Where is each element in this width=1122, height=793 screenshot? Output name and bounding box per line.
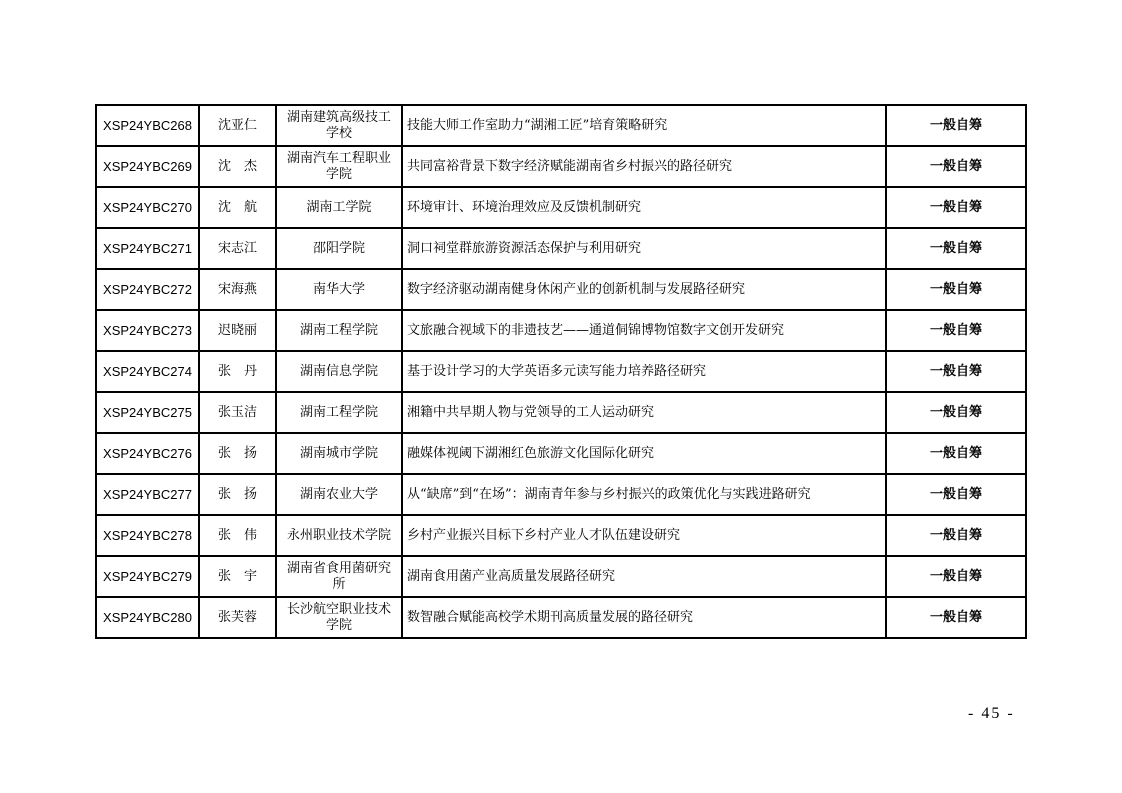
project-title-cell: 洞口祠堂群旅游资源活态保护与利用研究	[402, 228, 886, 269]
applicant-name-cell: 张 扬	[199, 474, 276, 515]
institution-cell: 永州职业技术学院	[276, 515, 402, 556]
project-category-cell: 一般自筹	[886, 474, 1026, 515]
applicant-name-cell: 张 伟	[199, 515, 276, 556]
project-id-cell: XSP24YBC280	[96, 597, 199, 638]
project-category-cell: 一般自筹	[886, 556, 1026, 597]
project-title-cell: 从“缺席”到“在场”：湖南青年参与乡村振兴的政策优化与实践进路研究	[402, 474, 886, 515]
project-title-cell: 乡村产业振兴目标下乡村产业人才队伍建设研究	[402, 515, 886, 556]
project-title-cell: 融媒体视阈下湖湘红色旅游文化国际化研究	[402, 433, 886, 474]
project-category-cell: 一般自筹	[886, 597, 1026, 638]
project-category-cell: 一般自筹	[886, 228, 1026, 269]
project-title-cell: 文旅融合视域下的非遗技艺——通道侗锦博物馆数字文创开发研究	[402, 310, 886, 351]
applicant-name-cell: 宋海燕	[199, 269, 276, 310]
applicant-name-cell: 沈 杰	[199, 146, 276, 187]
applicant-name-cell: 张 丹	[199, 351, 276, 392]
project-title-cell: 数字经济驱动湖南健身休闲产业的创新机制与发展路径研究	[402, 269, 886, 310]
institution-cell: 长沙航空职业技术学院	[276, 597, 402, 638]
project-id-cell: XSP24YBC278	[96, 515, 199, 556]
applicant-name-cell: 宋志江	[199, 228, 276, 269]
project-category-cell: 一般自筹	[886, 187, 1026, 228]
applicant-name-cell: 张 宇	[199, 556, 276, 597]
project-id-cell: XSP24YBC273	[96, 310, 199, 351]
project-category-cell: 一般自筹	[886, 392, 1026, 433]
institution-cell: 湖南省食用菌研究所	[276, 556, 402, 597]
project-id-cell: XSP24YBC275	[96, 392, 199, 433]
project-table	[95, 104, 1027, 639]
institution-cell: 湖南工学院	[276, 187, 402, 228]
institution-cell: 邵阳学院	[276, 228, 402, 269]
table-row	[96, 146, 1026, 187]
project-id-cell: XSP24YBC268	[96, 105, 199, 146]
project-id-cell: XSP24YBC269	[96, 146, 199, 187]
project-title-cell: 湘籍中共早期人物与党领导的工人运动研究	[402, 392, 886, 433]
project-id-cell: XSP24YBC272	[96, 269, 199, 310]
table-body	[96, 105, 1026, 638]
table-row	[96, 474, 1026, 515]
project-category-cell: 一般自筹	[886, 105, 1026, 146]
institution-cell: 湖南工程学院	[276, 310, 402, 351]
table-row	[96, 105, 1026, 146]
project-id-cell: XSP24YBC276	[96, 433, 199, 474]
table-row	[96, 392, 1026, 433]
table-row	[96, 433, 1026, 474]
project-title-cell: 基于设计学习的大学英语多元读写能力培养路径研究	[402, 351, 886, 392]
applicant-name-cell: 张 扬	[199, 433, 276, 474]
table-row	[96, 515, 1026, 556]
institution-cell: 湖南信息学院	[276, 351, 402, 392]
institution-cell: 南华大学	[276, 269, 402, 310]
applicant-name-cell: 沈 航	[199, 187, 276, 228]
project-title-cell: 湖南食用菌产业高质量发展路径研究	[402, 556, 886, 597]
institution-cell: 湖南建筑高级技工学校	[276, 105, 402, 146]
project-id-cell: XSP24YBC279	[96, 556, 199, 597]
table-row	[96, 269, 1026, 310]
project-id-cell: XSP24YBC271	[96, 228, 199, 269]
applicant-name-cell: 张玉洁	[199, 392, 276, 433]
project-id-cell: XSP24YBC274	[96, 351, 199, 392]
project-category-cell: 一般自筹	[886, 433, 1026, 474]
institution-cell: 湖南工程学院	[276, 392, 402, 433]
institution-cell: 湖南汽车工程职业学院	[276, 146, 402, 187]
project-category-cell: 一般自筹	[886, 269, 1026, 310]
project-title-cell: 共同富裕背景下数字经济赋能湖南省乡村振兴的路径研究	[402, 146, 886, 187]
project-category-cell: 一般自筹	[886, 146, 1026, 187]
project-category-cell: 一般自筹	[886, 351, 1026, 392]
project-title-cell: 环境审计、环境治理效应及反馈机制研究	[402, 187, 886, 228]
table-row	[96, 228, 1026, 269]
project-id-cell: XSP24YBC270	[96, 187, 199, 228]
project-title-cell: 技能大师工作室助力“湖湘工匠”培育策略研究	[402, 105, 886, 146]
project-title-cell: 数智融合赋能高校学术期刊高质量发展的路径研究	[402, 597, 886, 638]
table-row	[96, 597, 1026, 638]
applicant-name-cell: 沈亚仁	[199, 105, 276, 146]
project-category-cell: 一般自筹	[886, 310, 1026, 351]
table-row	[96, 556, 1026, 597]
applicant-name-cell: 张芙蓉	[199, 597, 276, 638]
project-category-cell: 一般自筹	[886, 515, 1026, 556]
table-row	[96, 351, 1026, 392]
page-number: - 45 -	[968, 705, 1015, 722]
institution-cell: 湖南城市学院	[276, 433, 402, 474]
table-row	[96, 187, 1026, 228]
applicant-name-cell: 迟晓丽	[199, 310, 276, 351]
project-id-cell: XSP24YBC277	[96, 474, 199, 515]
table-row	[96, 310, 1026, 351]
institution-cell: 湖南农业大学	[276, 474, 402, 515]
